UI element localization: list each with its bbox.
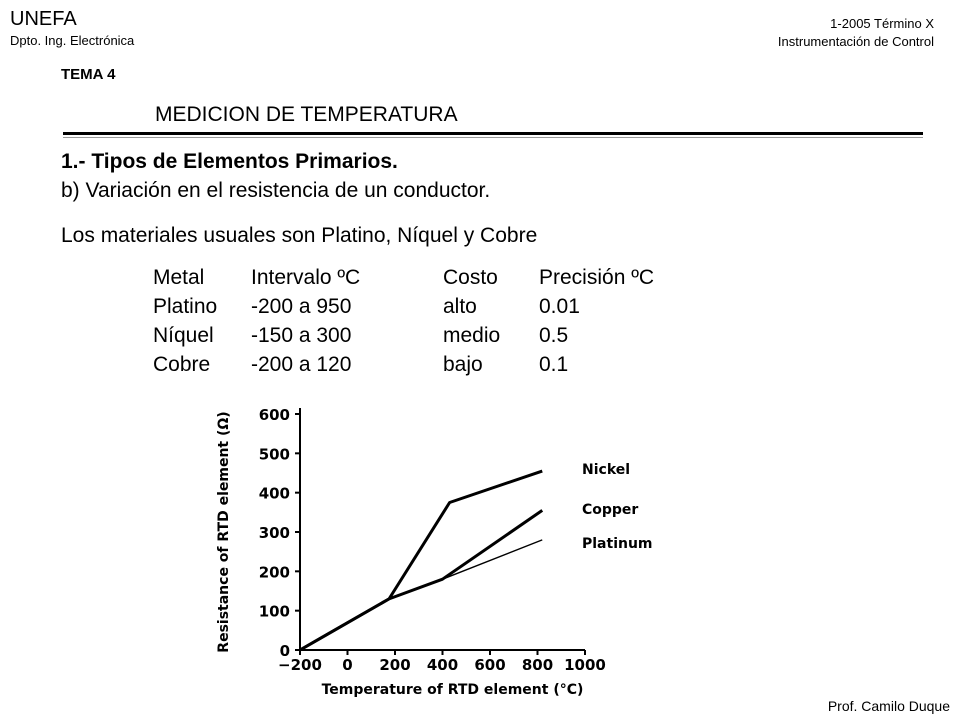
table-row	[153, 353, 679, 382]
table-cell: alto	[443, 295, 477, 318]
table-cell: bajo	[443, 353, 483, 376]
x-tick-label: 600	[474, 656, 506, 674]
table-cell: 0.1	[539, 353, 569, 376]
title-rule-shadow	[63, 137, 923, 138]
y-tick-label: 500	[258, 445, 290, 464]
rtd-materials-table	[153, 266, 679, 382]
series-label-copper: Copper	[582, 502, 639, 518]
term-label: 1-2005 Término X	[830, 16, 934, 31]
y-axis-label: Resistance of RTD element (Ω)	[216, 411, 232, 653]
table-cell: -150 a 300	[251, 324, 352, 347]
table-cell: 0.5	[539, 324, 569, 347]
table-cell: Platino	[153, 295, 218, 318]
series-line-platinum	[300, 540, 542, 650]
table-row	[153, 324, 679, 353]
tema-label: TEMA 4	[61, 66, 116, 83]
title-rule	[63, 132, 923, 135]
y-tick-label: 300	[258, 524, 290, 542]
x-tick-label: −200	[278, 656, 322, 674]
table-cell: -200 a 120	[251, 353, 352, 376]
page-title: MEDICION DE TEMPERATURA	[155, 103, 458, 126]
table-cell: medio	[443, 324, 501, 347]
table-row	[153, 295, 679, 324]
subsection-heading: b) Variación en el resistencia de un conductor.	[61, 179, 491, 202]
x-tick-label: 400	[426, 656, 459, 674]
professor-name: Prof. Camilo Duque	[827, 698, 950, 714]
course-label: Instrumentación de Control	[777, 34, 934, 49]
x-tick-label: 1000	[564, 656, 606, 674]
series-line-nickel	[300, 471, 542, 650]
x-tick-label: 0	[342, 656, 353, 674]
table-header-cell: Metal	[153, 266, 205, 289]
y-tick-label: 100	[258, 602, 290, 621]
org-dept: Dpto. Ing. Electrónica	[10, 33, 135, 48]
table-header-cell: Intervalo ºC	[251, 266, 361, 289]
table-cell: Níquel	[153, 324, 214, 347]
series-label-nickel: Nickel	[582, 462, 631, 478]
x-tick-label: 800	[521, 656, 554, 674]
series-label-platinum: Platinum	[582, 536, 653, 552]
section-heading: 1.- Tipos de Elementos Primarios.	[61, 150, 398, 173]
x-axis-label: Temperature of RTD element (°C)	[321, 682, 584, 698]
materials-text: Los materiales usuales son Platino, Níquel y Cobre	[61, 224, 538, 247]
y-tick-label: 600	[258, 406, 290, 424]
table-header-row	[153, 266, 679, 295]
table-cell: 0.01	[539, 295, 580, 318]
y-tick-label: 0	[279, 642, 290, 660]
org-name: UNEFA	[10, 8, 77, 30]
y-tick-label: 200	[258, 563, 290, 582]
table-cell: -200 a 950	[251, 295, 352, 318]
table-cell: Cobre	[153, 353, 211, 376]
y-tick-label: 400	[258, 484, 290, 503]
table-header-cell: Precisión ºC	[539, 266, 655, 289]
x-tick-label: 200	[379, 656, 411, 674]
table-header-cell: Costo	[443, 266, 498, 289]
rtd-resistance-chart	[200, 392, 700, 704]
